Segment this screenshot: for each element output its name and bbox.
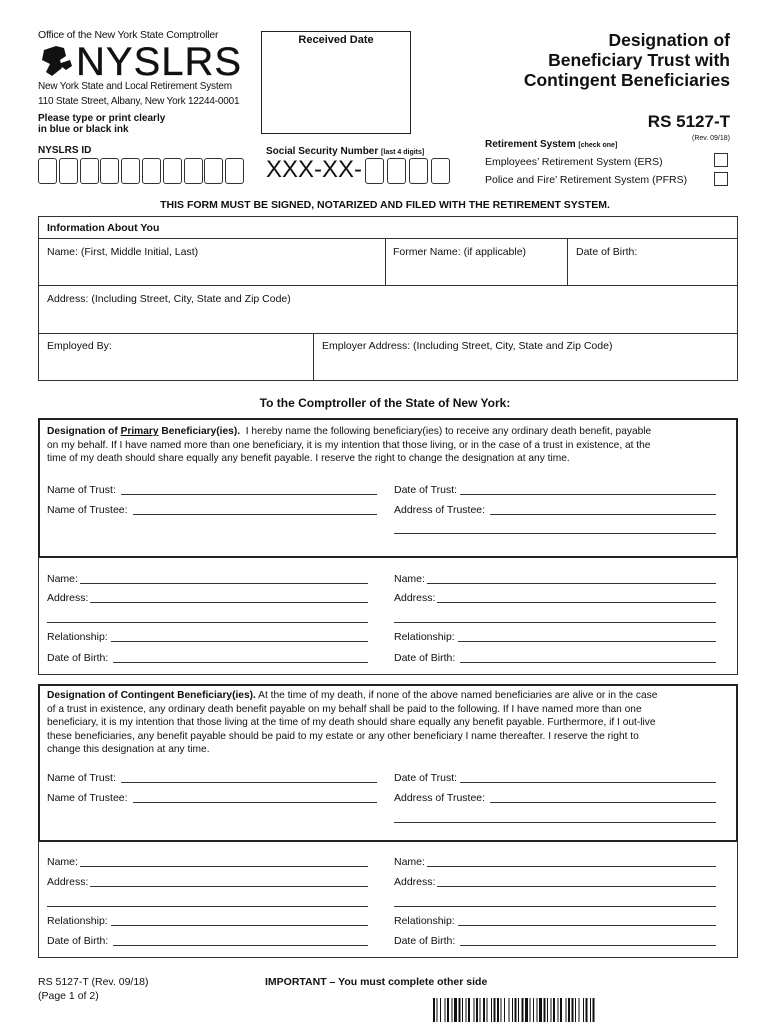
nyslrs-id-digit-box[interactable] <box>204 158 223 184</box>
contingent-ben1-dob-input[interactable] <box>113 945 368 946</box>
barcode-bar <box>437 998 438 1022</box>
primary-lead-underline: Primary <box>120 426 159 437</box>
contingent-ben2-address-line2[interactable] <box>394 906 716 907</box>
rev-label: (Rev. 09/18) <box>692 135 730 142</box>
contingent-ben2-name-label: Name: <box>394 856 425 868</box>
info-vdivider-2 <box>567 238 568 285</box>
primary-date-of-trust-label: Date of Trust: <box>394 484 458 496</box>
barcode-bar <box>525 998 528 1022</box>
nyslrs-id-digit-box[interactable] <box>184 158 203 184</box>
contingent-ben1-relationship-input[interactable] <box>111 925 368 926</box>
barcode-bar <box>572 998 574 1022</box>
primary-ben2-relationship-input[interactable] <box>458 641 716 642</box>
contingent-name-of-trustee-label: Name of Trustee: <box>47 792 128 804</box>
contingent-date-of-trust-input[interactable] <box>460 782 716 783</box>
primary-address-of-trustee-input[interactable] <box>490 514 716 515</box>
barcode-bar <box>468 998 470 1022</box>
barcode-bar <box>553 998 555 1022</box>
retirement-system-label <box>485 139 617 150</box>
barcode-bar <box>454 998 457 1022</box>
form-title <box>524 30 730 90</box>
ers-label: Employees’ Retirement System (ERS) <box>485 156 663 168</box>
primary-ben2-dob-input[interactable] <box>460 662 716 663</box>
contingent-ben1-name-input[interactable] <box>80 866 368 867</box>
primary-lower-box <box>38 557 738 675</box>
contingent-line-3: beneficiary, it is my intention that those living at the time of my death should share equally any benefit payable. Furthermore, if I out-live <box>47 717 656 729</box>
primary-line-2: on my behalf. If I have named more than one beneficiary, it is my intention that those living, or in the case of a trust in existence, at the <box>47 439 651 451</box>
primary-name-of-trustee-input[interactable] <box>133 514 377 515</box>
footer-page: (Page 1 of 2) <box>38 990 99 1002</box>
info-divider-2 <box>38 285 738 286</box>
pfrs-label: Police and Fire’ Retirement System (PFRS) <box>485 174 688 186</box>
barcode-bar <box>459 998 461 1022</box>
primary-ben1-address-input[interactable] <box>90 602 368 603</box>
barcode-bar <box>445 998 446 1022</box>
barcode-bar <box>491 998 492 1022</box>
barcode-bar <box>480 998 481 1022</box>
contingent-ben1-address-label: Address: <box>47 876 89 888</box>
system-name: New York State and Local Retirement System <box>38 81 232 92</box>
contingent-name-of-trust-input[interactable] <box>121 782 377 783</box>
nyslrs-id-digit-box[interactable] <box>38 158 57 184</box>
barcode-bar <box>515 998 517 1022</box>
primary-ben2-dob-label: Date of Birth: <box>394 652 456 664</box>
title-line-3: Contingent Beneficiaries <box>523 70 730 90</box>
nyslrs-id-digit-box[interactable] <box>100 158 119 184</box>
received-date-box <box>261 31 411 134</box>
barcode-bar <box>483 998 485 1022</box>
contingent-ben2-name-input[interactable] <box>427 866 716 867</box>
contingent-address-of-trustee-line2[interactable] <box>394 822 716 823</box>
info-vdivider-1 <box>385 238 386 285</box>
retirement-system-text: Retirement System <box>485 139 576 150</box>
barcode-bar <box>440 998 441 1022</box>
barcode-bar <box>494 998 496 1022</box>
contingent-name-of-trust-label: Name of Trust: <box>47 772 116 784</box>
contingent-ben1-name-label: Name: <box>47 856 78 868</box>
barcode-bar <box>466 998 467 1022</box>
primary-lead-1: Designation of <box>47 426 121 437</box>
primary-address-of-trustee-label: Address of Trustee: <box>394 504 486 516</box>
barcode-bar <box>452 998 453 1022</box>
primary-line-1 <box>47 425 730 439</box>
to-comptroller-heading: To the Comptroller of the State of New York: <box>259 396 511 410</box>
contingent-line-4: these beneficiaries, any benefit payable should be paid to my estate or any other beneficiary I name thereafter. I reserve the right to <box>47 730 639 742</box>
primary-date-of-trust-input[interactable] <box>460 494 716 495</box>
barcode-bar <box>504 998 505 1022</box>
primary-ben1-address-label: Address: <box>47 592 89 604</box>
contingent-ben2-address-label: Address: <box>394 876 436 888</box>
barcode-bar <box>586 998 588 1022</box>
name-field[interactable]: Name: (First, Middle Initial, Last) <box>47 246 199 258</box>
ssn-digit-box[interactable] <box>409 158 428 184</box>
contingent-ben2-dob-input[interactable] <box>460 945 716 946</box>
barcode-bar <box>530 998 531 1022</box>
nyslrs-id-label: NYSLRS ID <box>38 145 92 156</box>
contingent-ben2-relationship-label: Relationship: <box>394 915 455 927</box>
primary-name-of-trust-label: Name of Trust: <box>47 484 116 496</box>
footer-form-code: RS 5127-T (Rev. 09/18) <box>38 976 149 988</box>
contingent-line-2: of a trust in existence, any ordinary death benefit payable on my behalf shall be paid to the following. If I have named more than one <box>47 703 642 715</box>
barcode-bar <box>433 998 435 1022</box>
primary-ben1-relationship-label: Relationship: <box>47 631 108 643</box>
title-line-1: Designation of <box>608 30 730 50</box>
nyslrs-logo <box>38 40 243 84</box>
barcode <box>433 998 709 1022</box>
nyslrs-id-digit-box[interactable] <box>80 158 99 184</box>
title-line-2: Beneficiary Trust with <box>548 50 730 70</box>
info-divider-3 <box>38 333 738 334</box>
contingent-line-1 <box>47 689 730 703</box>
primary-name-of-trust-input[interactable] <box>121 494 377 495</box>
contingent-line-5: change this designation at any time. <box>47 744 210 756</box>
barcode-bar <box>518 998 519 1022</box>
barcode-bar <box>593 998 595 1022</box>
print-note-1: Please type or print clearly <box>38 113 166 124</box>
primary-ben1-dob-input[interactable] <box>113 662 368 663</box>
employer-address-field[interactable]: Employer Address: (Including Street, City, State and Zip Code) <box>322 340 613 352</box>
ssn-digit-box[interactable] <box>387 158 406 184</box>
primary-ben2-relationship-label: Relationship: <box>394 631 455 643</box>
barcode-bar <box>474 998 475 1022</box>
barcode-bar <box>462 998 463 1022</box>
ssn-digit-box[interactable] <box>431 158 450 184</box>
ssn-hint: [last 4 digits] <box>381 149 425 156</box>
primary-ben2-address-line2[interactable] <box>394 622 716 623</box>
nyslrs-id-digit-box[interactable] <box>59 158 78 184</box>
info-divider-1 <box>38 238 738 239</box>
barcode-bar <box>547 998 548 1022</box>
contingent-ben2-relationship-input[interactable] <box>458 925 716 926</box>
primary-line-3: time of my death should share equally any benefit payable. I reserve the right to change the designation at any time. <box>47 453 570 465</box>
contingent-date-of-trust-label: Date of Trust: <box>394 772 458 784</box>
contingent-ben1-address-input[interactable] <box>90 886 368 887</box>
contingent-name-of-trustee-input[interactable] <box>133 802 377 803</box>
contingent-text-1: At the time of my death, if none of the above named beneficiaries are alive or in the case <box>258 690 658 701</box>
barcode-bar <box>575 998 576 1022</box>
barcode-bar <box>497 998 499 1022</box>
barcode-bar <box>509 998 510 1022</box>
primary-ben2-name-label: Name: <box>394 573 425 585</box>
barcode-bar <box>558 998 559 1022</box>
employed-by-field[interactable]: Employed By: <box>47 340 112 352</box>
barcode-bar <box>551 998 552 1022</box>
primary-ben1-relationship-input[interactable] <box>111 641 368 642</box>
contingent-address-of-trustee-input[interactable] <box>490 802 716 803</box>
dob-field[interactable]: Date of Birth: <box>576 246 638 258</box>
contingent-ben1-address-line2[interactable] <box>47 906 368 907</box>
primary-ben1-name-label: Name: <box>47 573 78 585</box>
address-field[interactable]: Address: (Including Street, City, State and Zip Code) <box>47 293 291 305</box>
nyslrs-id-digit-box[interactable] <box>163 158 182 184</box>
primary-address-of-trustee-line2[interactable] <box>394 533 716 534</box>
primary-ben2-address-label: Address: <box>394 592 436 604</box>
primary-ben1-address-line2[interactable] <box>47 622 368 623</box>
barcode-bar <box>544 998 546 1022</box>
barcode-bar <box>487 998 488 1022</box>
barcode-bar <box>579 998 580 1022</box>
barcode-bar <box>512 998 513 1022</box>
barcode-bar <box>560 998 562 1022</box>
barcode-bar <box>537 998 538 1022</box>
logo-text: NYSLRS <box>76 40 243 84</box>
barcode-bar <box>447 998 449 1022</box>
ssn-label-text: Social Security Number <box>266 146 379 157</box>
barcode-bar <box>501 998 502 1022</box>
contingent-lower-box <box>38 841 738 958</box>
barcode-bar <box>583 998 584 1022</box>
contingent-ben1-dob-label: Date of Birth: <box>47 935 109 947</box>
barcode-bar <box>566 998 567 1022</box>
print-note-2: in blue or black ink <box>38 124 129 135</box>
nyslrs-id-digit-box[interactable] <box>225 158 244 184</box>
retirement-system-hint: [check one] <box>578 142 618 149</box>
barcode-bar <box>533 998 534 1022</box>
primary-lead-2: Beneficiary(ies). <box>158 426 241 437</box>
barcode-bar <box>476 998 478 1022</box>
contingent-ben2-address-input[interactable] <box>437 886 716 887</box>
pfrs-checkbox[interactable] <box>714 172 728 186</box>
info-vdivider-3 <box>313 333 314 381</box>
filing-notice: THIS FORM MUST BE SIGNED, NOTARIZED AND FILED WITH THE RETIREMENT SYSTEM. <box>160 199 610 211</box>
info-heading: Information About You <box>47 222 160 234</box>
barcode-bar <box>590 998 591 1022</box>
ssn-prefix: XXX-XX- <box>266 156 363 183</box>
contingent-ben1-relationship-label: Relationship: <box>47 915 108 927</box>
contingent-paragraph <box>47 689 730 757</box>
received-date-label: Received Date <box>298 34 374 46</box>
ssn-digit-box[interactable] <box>365 158 384 184</box>
contingent-ben2-dob-label: Date of Birth: <box>394 935 456 947</box>
primary-ben1-dob-label: Date of Birth: <box>47 652 109 664</box>
primary-paragraph <box>47 425 730 466</box>
primary-ben1-name-input[interactable] <box>80 583 368 584</box>
primary-text-1: I hereby name the following beneficiary(ies) to receive any ordinary death benefit, payable <box>245 426 652 437</box>
primary-name-of-trustee-label: Name of Trustee: <box>47 504 128 516</box>
office-label: Office of the New York State Comptroller <box>38 29 219 41</box>
form-code: RS 5127-T <box>647 112 730 131</box>
footer-important: IMPORTANT – You must complete other side <box>265 976 488 988</box>
system-address: 110 State Street, Albany, New York 12244-0001 <box>38 96 240 107</box>
primary-ben2-address-input[interactable] <box>437 602 716 603</box>
ers-checkbox[interactable] <box>714 153 728 167</box>
nyslrs-id-digit-box[interactable] <box>121 158 140 184</box>
former-name-field[interactable]: Former Name: (if applicable) <box>393 246 527 258</box>
barcode-bar <box>539 998 542 1022</box>
primary-ben2-name-input[interactable] <box>427 583 716 584</box>
nyslrs-id-digit-box[interactable] <box>142 158 161 184</box>
contingent-address-of-trustee-label: Address of Trustee: <box>394 792 486 804</box>
contingent-lead: Designation of Contingent Beneficiary(ies). <box>47 690 256 701</box>
barcode-bar <box>568 998 570 1022</box>
barcode-bar <box>522 998 524 1022</box>
